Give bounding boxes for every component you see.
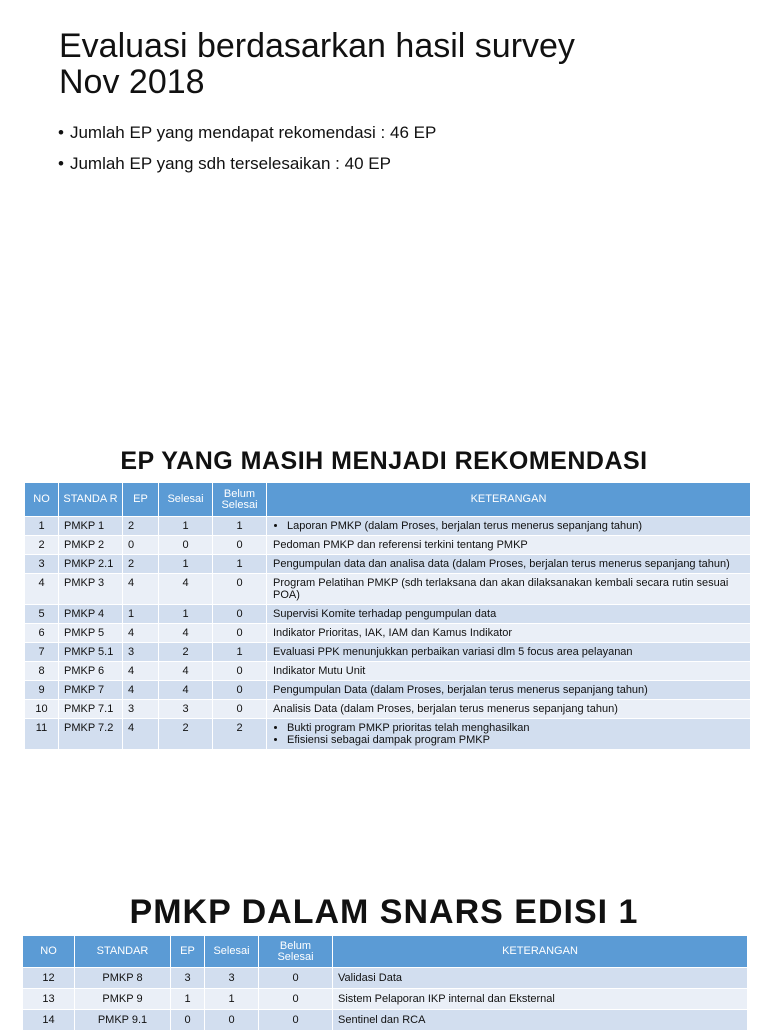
cell-belum-selesai: 0: [259, 1010, 333, 1031]
slide-title-line-1: Evaluasi berdasarkan hasil survey: [59, 27, 575, 65]
cell-keterangan: [267, 555, 751, 574]
cell-ep: 4: [123, 624, 159, 643]
cell-keterangan: [267, 681, 751, 700]
table-header-row: [25, 483, 751, 517]
cell-ep: 1: [171, 989, 205, 1010]
cell-selesai: 0: [159, 536, 213, 555]
cell-no: 14: [23, 1010, 75, 1031]
cell-standar: PMKP 5.1: [59, 643, 123, 662]
cell-standar: PMKP 2.1: [59, 555, 123, 574]
cell-selesai: 4: [159, 681, 213, 700]
table-row: [23, 968, 748, 989]
cell-ep: 0: [123, 536, 159, 555]
cell-standar: PMKP 1: [59, 517, 123, 536]
cell-selesai: 4: [159, 662, 213, 681]
keterangan-text: Pedoman PMKP dan referensi terkini tentang PMKP: [273, 539, 528, 551]
cell-belum-selesai: 0: [213, 536, 267, 555]
table-row: [25, 643, 751, 662]
summary-bullets: [58, 122, 436, 184]
cell-ep: 4: [123, 662, 159, 681]
cell-ep: 0: [171, 1010, 205, 1031]
cell-standar: PMKP 9.1: [75, 1010, 171, 1031]
section-1-heading: EP YANG MASIH MENJADI REKOMENDASI: [120, 447, 648, 475]
cell-keterangan: [267, 624, 751, 643]
keterangan-text: Pengumpulan data dan analisa data (dalam Proses, berjalan terus menerus sepanjang tahun): [273, 558, 730, 570]
cell-no: 13: [23, 989, 75, 1010]
cell-selesai: 3: [159, 700, 213, 719]
col-header-ep: EP: [171, 936, 205, 968]
keterangan-text: Analisis Data (dalam Proses, berjalan terus menerus sepanjang tahun): [273, 703, 618, 715]
col-header-standar: STANDA R: [59, 483, 123, 517]
col-header-selesai: Selesai: [159, 483, 213, 517]
table-row: [23, 1010, 748, 1031]
cell-belum-selesai: 0: [213, 624, 267, 643]
cell-belum-selesai: 0: [259, 989, 333, 1010]
cell-standar: PMKP 5: [59, 624, 123, 643]
cell-selesai: 4: [159, 574, 213, 605]
slide-title-line-2: Nov 2018: [59, 63, 205, 101]
table-row: [25, 574, 751, 605]
keterangan-text: Supervisi Komite terhadap pengumpulan data: [273, 608, 497, 620]
cell-ep: 4: [123, 574, 159, 605]
cell-keterangan: [267, 574, 751, 605]
cell-ep: 2: [123, 517, 159, 536]
keterangan-bullet: • Efisiensi sebagai dampak program PMKP: [287, 734, 745, 746]
col-header-standar: STANDAR: [75, 936, 171, 968]
cell-belum-selesai: 1: [213, 555, 267, 574]
recommendation-table: [24, 482, 751, 750]
table-row: [23, 989, 748, 1010]
cell-standar: PMKP 4: [59, 605, 123, 624]
cell-no: 9: [25, 681, 59, 700]
cell-belum-selesai: 0: [213, 605, 267, 624]
table-row: [25, 719, 751, 750]
cell-standar: PMKP 3: [59, 574, 123, 605]
cell-no: 11: [25, 719, 59, 750]
col-header-ep: EP: [123, 483, 159, 517]
cell-selesai: 1: [159, 605, 213, 624]
col-header-no: NO: [25, 483, 59, 517]
cell-keterangan: [267, 700, 751, 719]
table-row: [25, 536, 751, 555]
col-header-keterangan: KETERANGAN: [267, 483, 751, 517]
cell-selesai: 0: [205, 1010, 259, 1031]
table-header-row: [23, 936, 748, 968]
table-row: [25, 555, 751, 574]
cell-belum-selesai: 2: [213, 719, 267, 750]
table-row: [25, 681, 751, 700]
keterangan-text: Evaluasi PPK menunjukkan perbaikan variasi dlm 5 focus area pelayanan: [273, 646, 633, 658]
cell-belum-selesai: 1: [213, 517, 267, 536]
summary-bullet-2: • Jumlah EP yang sdh terselesaikan : 40 EP: [58, 153, 436, 175]
cell-no: 12: [23, 968, 75, 989]
keterangan-bullet: • Bukti program PMKP prioritas telah menghasilkan: [287, 722, 745, 734]
cell-standar: PMKP 2: [59, 536, 123, 555]
cell-ep: 3: [171, 968, 205, 989]
summary-bullet-1: • Jumlah EP yang mendapat rekomendasi : 46 EP: [58, 122, 436, 144]
slide-title: [59, 28, 739, 100]
cell-ep: 4: [123, 681, 159, 700]
table-row: [25, 700, 751, 719]
cell-selesai: 1: [205, 989, 259, 1010]
snars-table: [22, 935, 748, 1031]
cell-ep: 3: [123, 700, 159, 719]
cell-keterangan: Sentinel dan RCA: [333, 1010, 748, 1031]
col-header-selesai: Selesai: [205, 936, 259, 968]
cell-keterangan: [267, 643, 751, 662]
col-header-no: NO: [23, 936, 75, 968]
col-header-belum-selesai: Belum Selesai: [213, 483, 267, 517]
cell-selesai: 3: [205, 968, 259, 989]
keterangan-text: Indikator Prioritas, IAK, IAM dan Kamus Indikator: [273, 627, 513, 639]
cell-standar: PMKP 7.2: [59, 719, 123, 750]
cell-standar: PMKP 7: [59, 681, 123, 700]
cell-no: 4: [25, 574, 59, 605]
cell-belum-selesai: 0: [259, 968, 333, 989]
cell-keterangan: Validasi Data: [333, 968, 748, 989]
cell-selesai: 4: [159, 624, 213, 643]
cell-standar: PMKP 8: [75, 968, 171, 989]
cell-belum-selesai: 0: [213, 700, 267, 719]
table-row: [25, 605, 751, 624]
cell-selesai: 2: [159, 643, 213, 662]
cell-no: 2: [25, 536, 59, 555]
cell-belum-selesai: 0: [213, 681, 267, 700]
cell-no: 5: [25, 605, 59, 624]
cell-belum-selesai: 1: [213, 643, 267, 662]
cell-keterangan: Sistem Pelaporan IKP internal dan Eksternal: [333, 989, 748, 1010]
cell-ep: 4: [123, 719, 159, 750]
cell-ep: 1: [123, 605, 159, 624]
keterangan-bullet: • Laporan PMKP (dalam Proses, berjalan terus menerus sepanjang tahun): [287, 520, 745, 532]
cell-ep: 3: [123, 643, 159, 662]
cell-no: 10: [25, 700, 59, 719]
cell-keterangan: [267, 719, 751, 750]
cell-keterangan: [267, 536, 751, 555]
cell-ep: 2: [123, 555, 159, 574]
cell-keterangan: [267, 662, 751, 681]
table-row: [25, 662, 751, 681]
cell-no: 3: [25, 555, 59, 574]
cell-selesai: 1: [159, 555, 213, 574]
table-row: [25, 517, 751, 536]
cell-selesai: 1: [159, 517, 213, 536]
cell-no: 7: [25, 643, 59, 662]
cell-standar: PMKP 9: [75, 989, 171, 1010]
cell-belum-selesai: 0: [213, 574, 267, 605]
cell-belum-selesai: 0: [213, 662, 267, 681]
keterangan-text: Pengumpulan Data (dalam Proses, berjalan terus menerus sepanjang tahun): [273, 684, 648, 696]
section-2-heading: PMKP DALAM SNARS EDISI 1: [129, 893, 639, 931]
cell-no: 8: [25, 662, 59, 681]
cell-standar: PMKP 6: [59, 662, 123, 681]
col-header-belum-selesai: Belum Selesai: [259, 936, 333, 968]
cell-no: 6: [25, 624, 59, 643]
cell-keterangan: [267, 605, 751, 624]
keterangan-text: Indikator Mutu Unit: [273, 665, 366, 677]
keterangan-text: Program Pelatihan PMKP (sdh terlaksana dan akan dilaksanakan kembali secara rutin sesuai POA): [273, 577, 729, 601]
table-row: [25, 624, 751, 643]
col-header-keterangan: KETERANGAN: [333, 936, 748, 968]
cell-standar: PMKP 7.1: [59, 700, 123, 719]
cell-selesai: 2: [159, 719, 213, 750]
cell-keterangan: [267, 517, 751, 536]
cell-no: 1: [25, 517, 59, 536]
